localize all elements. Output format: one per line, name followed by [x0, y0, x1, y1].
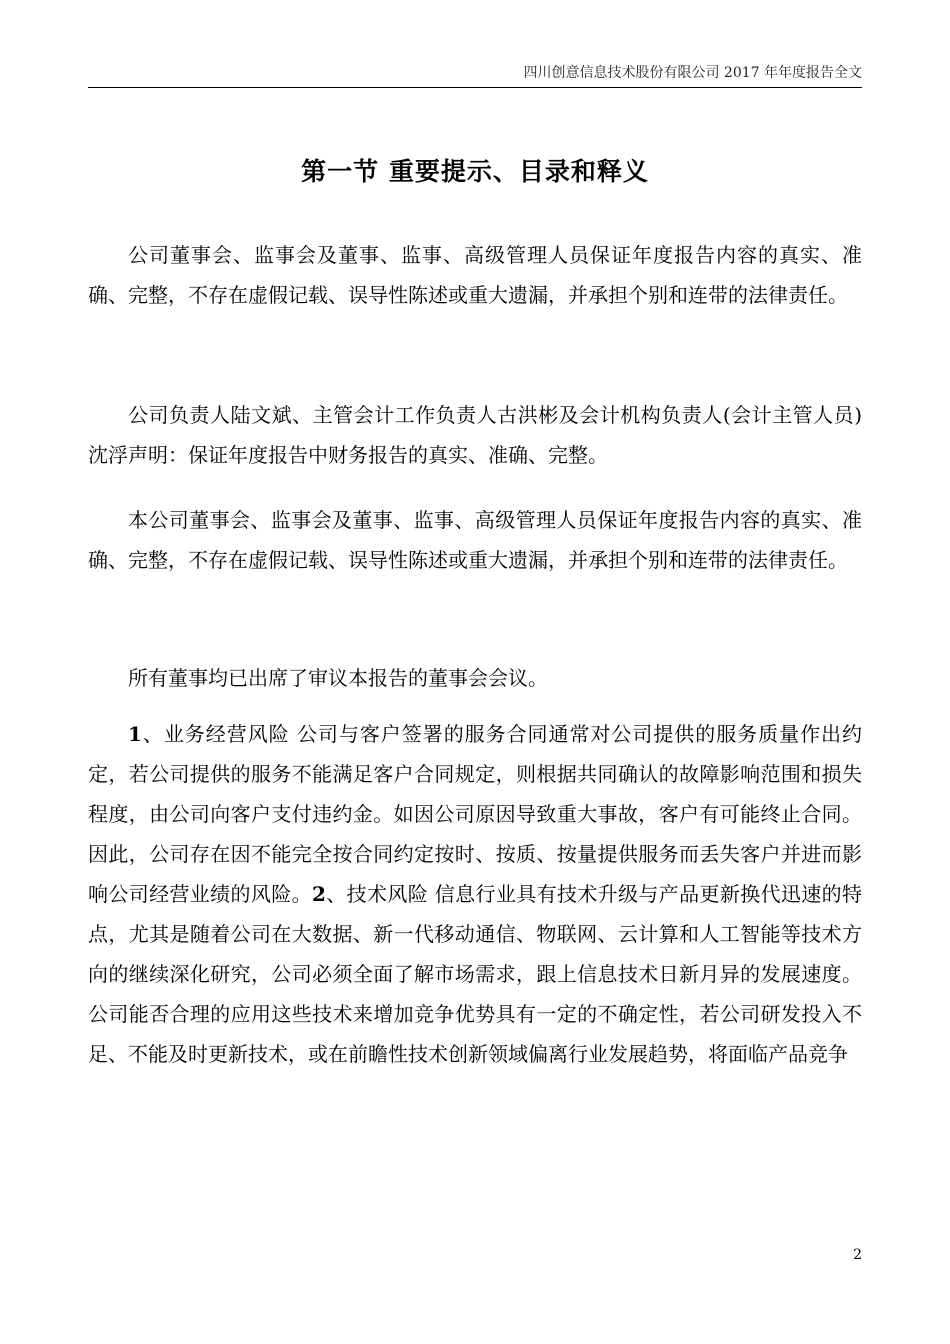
- risk-1-number: 1: [128, 722, 142, 746]
- section-title: 第一节 重要提示、目录和释义: [301, 157, 649, 186]
- paragraph-financial-declaration: 公司负责人陆文斌、主管会计工作负责人古洪彬及会计机构负责人(会计主管人员)沈浮声明：保证年度报告中财务报告的真实、准确、完整。: [88, 403, 862, 467]
- risk-2-text: 、技术风险 信息行业具有技术升级与产品更新换代迅速的特点，尤其是随着公司在大数据、新一代移动通信、物联网、云计算和人工智能等技术方向的继续深化研究，公司必须全面了解市场需求，跟上信息技术日新月异的发展速度。公司能否合理的应用这些技术来增加竞争优势具有一定的不确定性，若公司研发投入不足、不能及时更新技术，或在前瞻性技术创新领域偏离行业发展趋势，将面临产品竞争: [88, 882, 863, 1066]
- page-number: 2: [853, 1247, 862, 1263]
- paragraph-board-guarantee: 公司董事会、监事会及董事、监事、高级管理人员保证年度报告内容的真实、准确、完整，不存在虚假记载、误导性陈述或重大遗漏，并承担个别和连带的法律责任。: [88, 243, 862, 307]
- paragraph-attendance: 所有董事均已出席了审议本报告的董事会会议。: [128, 666, 548, 690]
- header-title: 四川创意信息技术股份有限公司 2017 年年度报告全文: [523, 65, 862, 81]
- page-header: [88, 60, 862, 88]
- risk-1-text: 、业务经营风险 公司与客户签署的服务合同通常对公司提供的服务质量作出约定，若公司提供的服务不能满足客户合同规定，则根据共同确认的故障影响范围和损失程度，由公司向客户支付违约金。如因公司原因导致重大事故，客户有可能终止合同。因此，公司存在因不能完全按合同约定按时、按质、按量提供服务而丢失客户并进而影响公司经营业绩的风险。: [88, 722, 862, 906]
- paragraph-risks: [88, 714, 862, 1074]
- paragraph-company-guarantee: 本公司董事会、监事会及董事、监事、高级管理人员保证年度报告内容的真实、准确、完整，不存在虚假记载、误导性陈述或重大遗漏，并承担个别和连带的法律责任。: [88, 508, 862, 572]
- risk-2-number: 2: [311, 882, 326, 906]
